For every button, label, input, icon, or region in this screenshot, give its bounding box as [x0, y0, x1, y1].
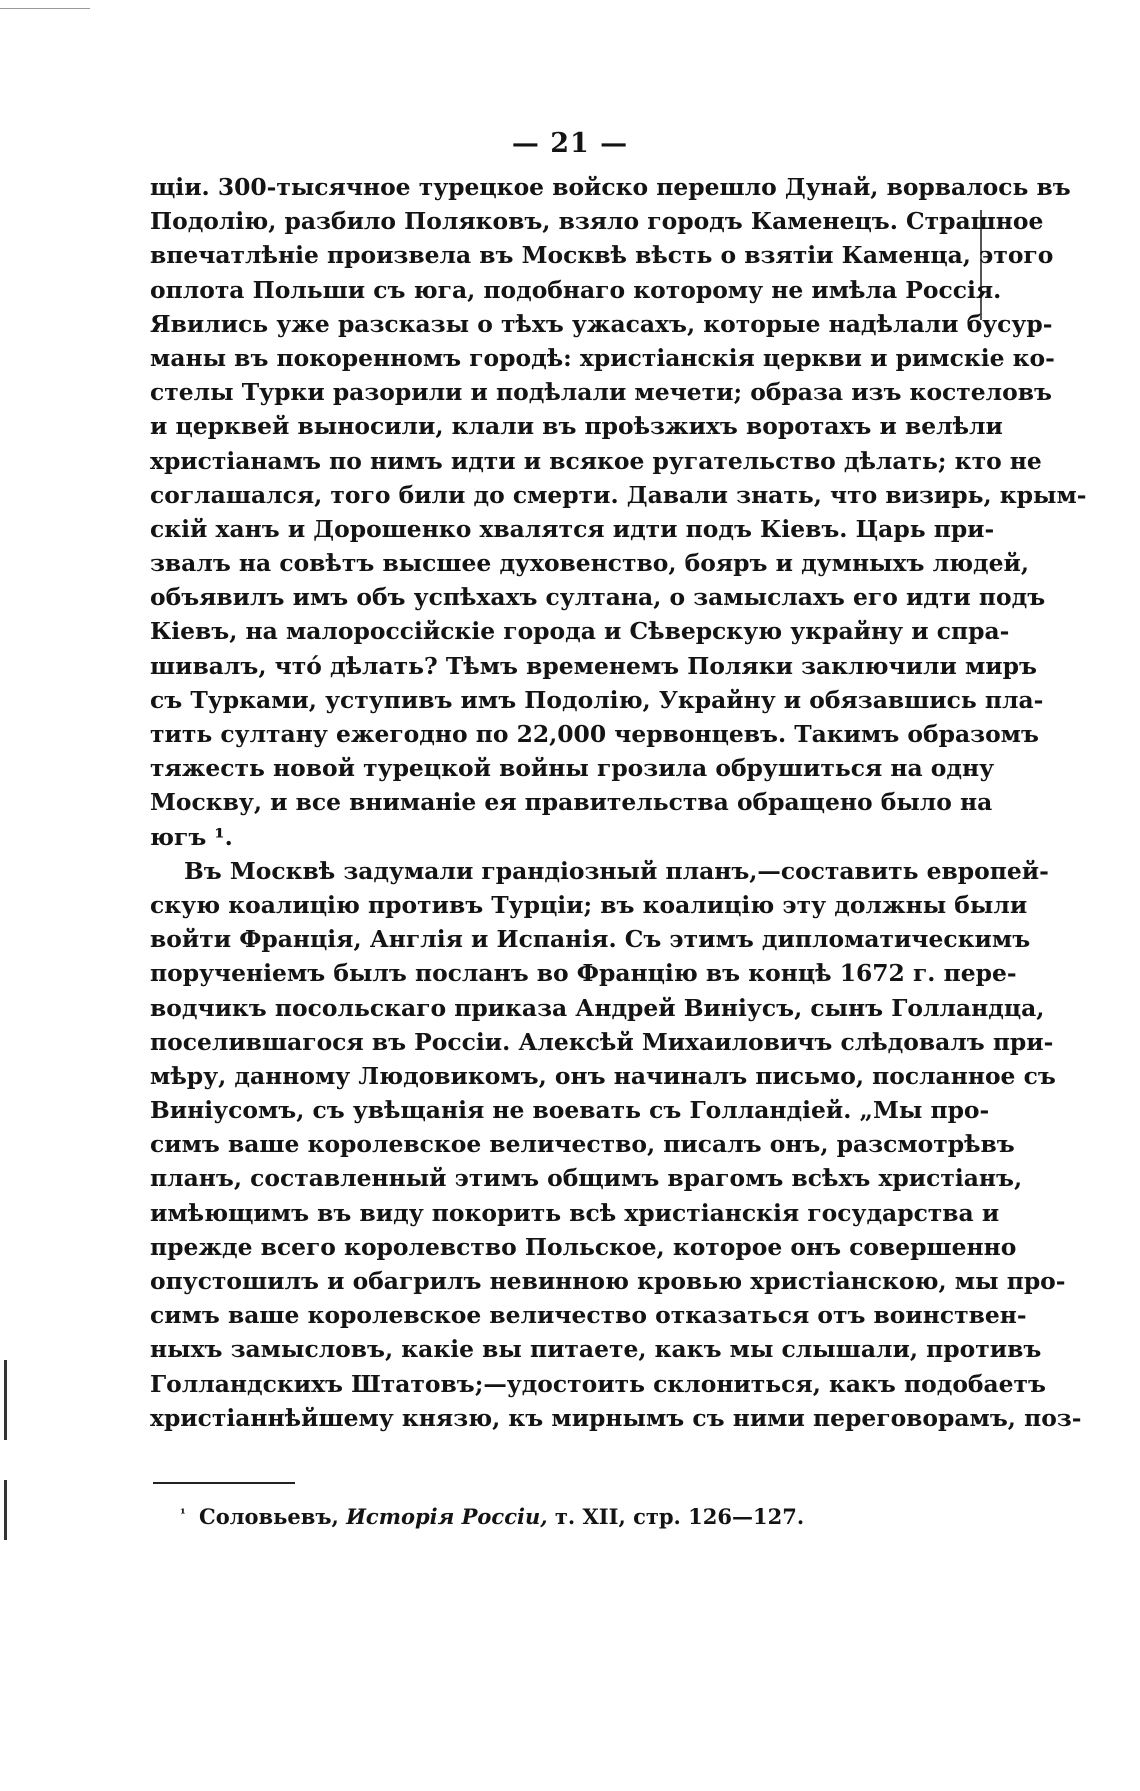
footnote-work-title: Исторія Россіи, — [346, 1504, 548, 1529]
text-line: тяжесть новой турецкой войны грозила обрушиться на одну — [150, 754, 995, 783]
scan-binding-mark — [4, 1360, 7, 1440]
footnote-reference: т. XII, стр. 126—127. — [554, 1504, 805, 1529]
text-line: звалъ на совѣтъ высшее духовенство, бояръ и думныхъ людей, — [150, 549, 1030, 578]
text-line: Кіевъ, на малороссійскіе города и Сѣверскую украйну и спра- — [150, 617, 1010, 646]
text-line: шивалъ, что́ дѣлать? Тѣмъ временемъ Поляки заключили миръ — [150, 651, 1037, 680]
text-line: и церквей выносили, клали въ проѣзжихъ воротахъ и велѣли — [150, 412, 1003, 441]
body-text — [150, 170, 1087, 1435]
footnote — [180, 1504, 940, 1529]
text-line: водчикъ посольскаго приказа Андрей Виніусъ, сынъ Голландца, — [150, 993, 1045, 1022]
text-line: имѣющимъ въ виду покорить всѣ христіанскія государства и — [150, 1198, 1000, 1227]
text-line: объявилъ имъ объ успѣхахъ султана, о замыслахъ его идти подъ — [150, 583, 1046, 612]
page-number: — 21 — — [511, 128, 629, 159]
text-line: мѣру, данному Людовикомъ, онъ начиналъ письмо, посланное съ — [150, 1061, 1056, 1090]
text-line: Голландскихъ Штатовъ;—удостоить склониться, какъ подобаетъ — [150, 1369, 1046, 1398]
text-line: Виніусомъ, съ увѣщанія не воевать съ Голландіей. „Мы про- — [150, 1096, 990, 1125]
footnote-marker: ¹ — [180, 1507, 186, 1522]
text-line: маны въ покоренномъ городѣ: христіанскія церкви и римскіе ко- — [150, 343, 1055, 372]
scan-binding-mark — [4, 1480, 7, 1540]
text-line: симъ ваше королевское величество отказаться отъ воинствен- — [150, 1301, 1027, 1330]
text-line: поселившагося въ Россіи. Алексѣй Михаиловичъ слѣдовалъ при- — [150, 1027, 1054, 1056]
text-line: симъ ваше королевское величество, писалъ онъ, разсмотрѣвъ — [150, 1130, 1015, 1159]
text-line: ныхъ замысловъ, какіе вы питаете, какъ мы слышали, противъ — [150, 1335, 1042, 1364]
text-line: христіаннѣйшему князю, къ мирнымъ съ ними переговорамъ, поз- — [150, 1403, 1082, 1432]
text-line: опустошилъ и обагрилъ невинною кровью христіанскою, мы про- — [150, 1267, 1066, 1295]
text-line: соглашался, того били до смерти. Давали знать, что визирь, крым- — [150, 480, 1087, 509]
text-line: планъ, составленный этимъ общимъ врагомъ всѣхъ христіанъ, — [150, 1164, 1023, 1193]
text-line: Подолію, разбило Поляковъ, взяло городъ Каменецъ. Страшное — [150, 207, 1044, 236]
footnote-author: Соловьевъ, — [199, 1504, 339, 1529]
footnote-divider — [153, 1482, 295, 1484]
text-line: порученіемъ былъ посланъ во Францію въ концѣ 1672 г. пере- — [150, 959, 1017, 988]
scan-edge-line — [0, 8, 90, 9]
text-line: скую коалицію противъ Турціи; въ коалицію эту должны были — [150, 890, 1028, 919]
text-line: прежде всего королевство Польское, которое онъ совершенно — [150, 1232, 1017, 1261]
text-line: съ Турками, уступивъ имъ Подолію, Украйну и обязавшись пла- — [150, 685, 1044, 714]
text-line: Въ Москвѣ задумали грандіозный планъ,—составить европей- — [184, 856, 1049, 885]
text-line: Явились уже разсказы о тѣхъ ужасахъ, которые надѣлали бусур- — [150, 309, 1053, 338]
text-line: скій ханъ и Дорошенко хвалятся идти подъ Кіевъ. Царь при- — [150, 514, 995, 543]
text-line: оплота Польши съ юга, подобнаго которому не имѣла Россія. — [150, 275, 1002, 304]
text-line: впечатлѣніе произвела въ Москвѣ вѣсть о взятіи Каменца, этого — [150, 241, 1054, 270]
text-line: югъ ¹. — [150, 822, 233, 851]
text-line: христіанамъ по нимъ идти и всякое ругательство дѣлать; кто не — [150, 446, 1042, 475]
text-line: стелы Турки разорили и подѣлали мечети; образа изъ костеловъ — [150, 378, 1052, 407]
text-line: тить султану ежегодно по 22,000 червонцевъ. Такимъ образомъ — [150, 720, 1039, 748]
text-line: щіи. 300-тысячное турецкое войско перешло Дунай, ворвалось въ — [150, 173, 1071, 201]
text-line: войти Франція, Англія и Испанія. Съ этимъ дипломатическимъ — [150, 925, 1031, 954]
text-line: Москву, и все вниманіе ея правительства обращено было на — [150, 788, 993, 817]
